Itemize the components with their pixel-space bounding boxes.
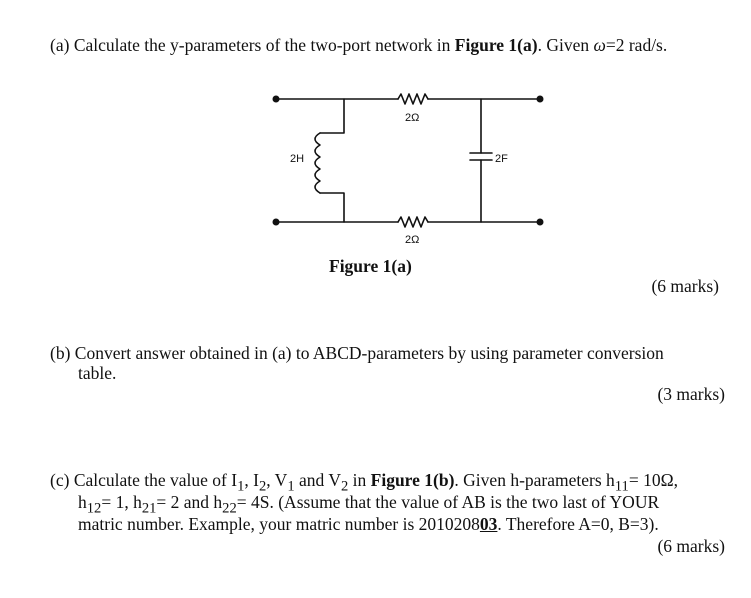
question-b-line2: table. <box>78 363 117 383</box>
sub-i1: 1 <box>237 478 245 495</box>
question-a-prefix: (a) <box>50 35 70 55</box>
text-v1: , V <box>266 470 288 490</box>
marks-b: (3 marks) <box>657 384 725 404</box>
capacitor-label: 2F <box>495 153 508 165</box>
text-i2: , I <box>244 470 259 490</box>
figure-ref-c: Figure 1(b) <box>370 470 455 490</box>
question-a-text: Calculate the y-parameters of the two-port network in <box>73 35 455 55</box>
omega-symbol: ω <box>593 35 606 55</box>
question-c-prefix: (c) <box>50 470 70 490</box>
figure-caption: Figure 1(a) <box>329 256 412 276</box>
sub-i2: 2 <box>258 478 267 495</box>
sub-h22: 22 <box>222 500 237 517</box>
terminal-bottom-left <box>273 219 280 226</box>
text-given-h: . Given h-parameters h <box>454 470 615 490</box>
sub-v2: 2 <box>340 478 349 495</box>
question-b <box>50 343 664 363</box>
resistor-top-label: 2Ω <box>405 112 420 124</box>
left-wire-upper <box>320 99 344 133</box>
sub-v1: 1 <box>287 478 295 495</box>
figure-ref-a: Figure 1(a) <box>454 35 538 55</box>
sub-h21: 21 <box>141 500 157 517</box>
omega-value: =2 rad/s. <box>605 35 668 55</box>
text-therefore: . Therefore A=0, B=3). <box>497 514 659 534</box>
terminal-top-right <box>537 96 544 103</box>
terminal-top-left <box>273 96 280 103</box>
text-in: in <box>348 470 371 490</box>
h11-value: = 10Ω, <box>628 470 678 490</box>
h22-value: = 4S. (Assume that the value of AB is the two last of YOUR <box>236 492 660 512</box>
matric-underlined-digits: 03 <box>479 514 498 534</box>
question-b-prefix: (b) <box>50 343 71 363</box>
marks-c: (6 marks) <box>657 536 725 556</box>
resistor-bottom-label: 2Ω <box>405 234 420 246</box>
left-wire-lower <box>320 193 344 222</box>
resistor-bottom-symbol <box>398 217 428 227</box>
question-c-line3 <box>78 514 659 534</box>
inductor-symbol <box>315 133 320 193</box>
h12-value: = 1, h <box>101 492 142 512</box>
sub-h11: 11 <box>614 478 629 495</box>
question-a-given: . Given <box>537 35 594 55</box>
text-v2: and V <box>294 470 341 490</box>
question-b-line1: Convert answer obtained in (a) to ABCD-parameters by using parameter conversion <box>74 343 664 363</box>
terminal-bottom-right <box>537 219 544 226</box>
sub-h12: 12 <box>86 500 102 517</box>
resistor-top-symbol <box>398 94 428 104</box>
question-c-text: Calculate the value of I <box>73 470 238 490</box>
h21-value: = 2 and h <box>156 492 223 512</box>
text-matric: matric number. Example, your matric number is 2010208 <box>78 514 480 534</box>
inductor-label: 2H <box>290 153 305 165</box>
text-h: h <box>78 492 87 512</box>
marks-a: (6 marks) <box>651 276 719 296</box>
